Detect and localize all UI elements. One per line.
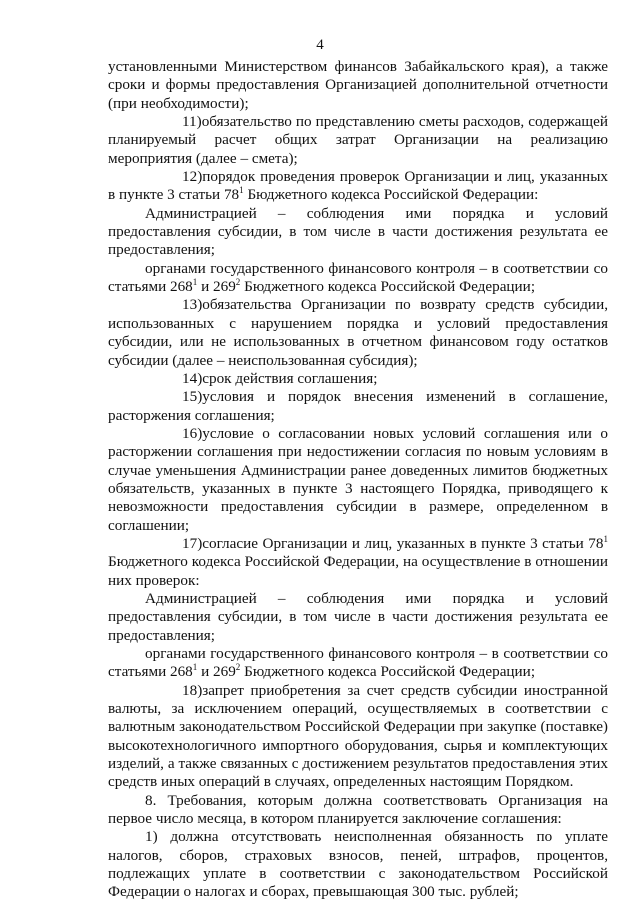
item-text: обязательства Организации по возврату средств субсидии, использованных с нарушением порядка и условий предоставления субсидии, или не использованных в отчетном финансовом году остатков субсидии (далее – неиспользованная субсидия); xyxy=(108,296,608,369)
list-item-17 xyxy=(108,535,608,590)
paragraph: Администрацией – соблюдения ими порядка и условий предоставления субсидии, в том числе в части достижения результата ее предоставления; xyxy=(108,589,608,644)
item-text: порядок проведения проверок Организации и лиц, указанных в пункте 3 статьи $78^1$ Бюджетного кодекса Российской Федерации: xyxy=(108,168,608,204)
item-number: 18) xyxy=(182,681,203,699)
item-number: 15) xyxy=(182,388,203,406)
item-number: 16) xyxy=(182,424,203,442)
list-item-18 xyxy=(108,682,608,792)
item-number: 17) xyxy=(182,534,203,552)
item-text: запрет приобретения за счет средств субсидии иностранной валюты, за исключением операций, осуществляемых в соответствии с валютным законодательством Российской Федерации при закупке (поставке) высокотехнологичного импортного оборудования, сырья и комплектующих изделий, а также связанных с достижением результатов предоставления этих средств иных операций в случаях, определенных настоящим Порядком. xyxy=(108,681,608,791)
item-text: условия и порядок внесения изменений в соглашение, расторжения соглашения; xyxy=(108,388,608,424)
list-item-12 xyxy=(108,168,608,205)
paragraph: органами государственного финансового контроля – в соответствии со статьями $268^1$ и $269^2$ Бюджетного кодекса Российской Федерации; xyxy=(108,645,608,681)
item-text: согласие Организации и лиц, указанных в пункте 3 статьи $78^1$ Бюджетного кодекса Российской Федерации, на осуществление в отношении них проверок: xyxy=(108,533,608,589)
list-item-15 xyxy=(108,388,608,425)
item-number: 13) xyxy=(182,296,203,314)
item-number: 14) xyxy=(182,369,203,387)
section-8-heading: 8. Требования, которым должна соответствовать Организация на первое число месяца, в котором планируется заключение соглашения: xyxy=(108,791,608,828)
document-body xyxy=(108,58,608,902)
page-number: 4 xyxy=(316,37,324,53)
paragraph: 1) должна отсутствовать неисполненная обязанность по уплате налогов, сборов, страховых взносов, пеней, штрафов, процентов, подлежащих уплате в соответствии с законодательством Российской Федерации о налогах и сборах, превышающая 300 тыс. рублей; xyxy=(108,828,608,901)
item-text: условие о согласовании новых условий соглашения или о расторжении соглашения при недостижении согласия по новым условиям в случае уменьшения Администрации ранее доведенных лимитов бюджетных обязательств, указанных в пункте 3 настоящего Порядка, приводящего к невозможности предоставления субсидии в размере, определенном в соглашении; xyxy=(108,424,608,534)
paragraph: установленными Министерством финансов Забайкальского края), а также сроки и формы предоставления Организацией дополнительной отчетности (при необходимости); xyxy=(108,58,608,112)
item-text: обязательство по представлению сметы расходов, содержащей планируемый расчет общих затрат Организации на реализацию мероприятия (далее – смета); xyxy=(108,113,608,167)
item-text: срок действия соглашения; xyxy=(202,369,378,387)
item-number: 11) xyxy=(182,113,202,131)
list-item-16 xyxy=(108,425,608,535)
paragraph: органами государственного финансового контроля – в соответствии со статьями $268^1$ и $269^2$ Бюджетного кодекса Российской Федерации; xyxy=(108,259,608,296)
item-number: 12) xyxy=(182,168,203,186)
list-item-13 xyxy=(108,296,608,369)
list-item-14 xyxy=(108,370,608,388)
paragraph: Администрацией – соблюдения ими порядка и условий предоставления субсидии, в том числе в части достижения результата ее предоставления; xyxy=(108,204,608,259)
list-item-11 xyxy=(108,113,608,168)
